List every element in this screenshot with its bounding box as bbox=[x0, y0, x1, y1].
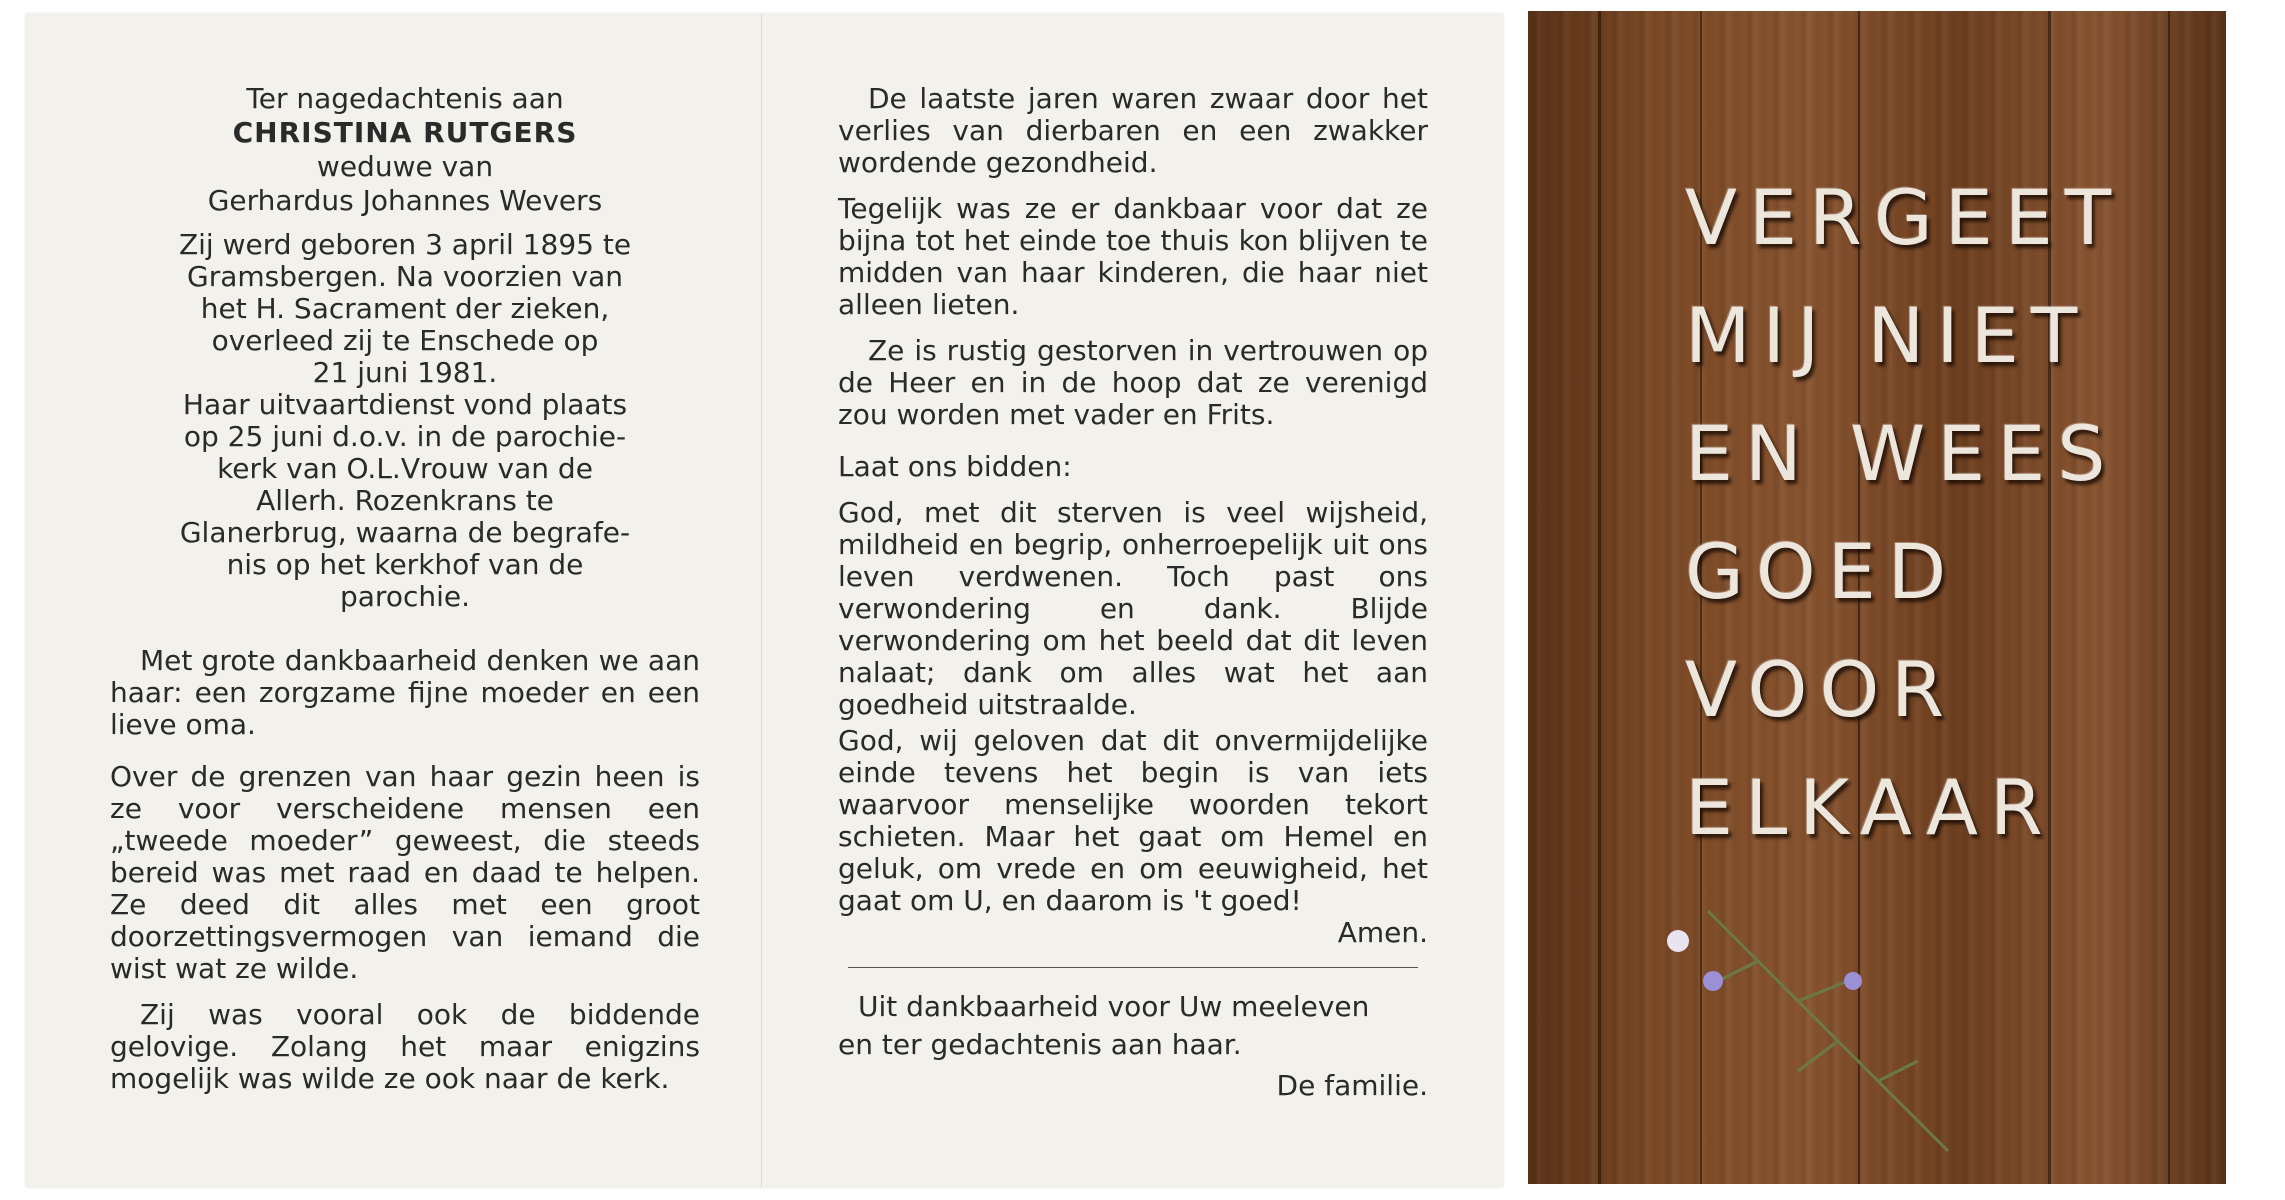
phrase-line: VERGEET bbox=[1685, 173, 2124, 262]
forget-me-not-phrase bbox=[1685, 159, 2123, 867]
bio-line: Glanerbrug, waarna de begrafe- bbox=[179, 516, 631, 549]
peaceful-death-paragraph: Ze is rustig gestorven in vertrouwen op de Heer en in de hoop dat ze verenigd zou worden met vader en Frits. bbox=[838, 334, 1428, 431]
divider bbox=[848, 967, 1418, 968]
prayer-intro: Laat ons bidden: bbox=[838, 450, 1072, 483]
prayer-paragraph: God, wij geloven dat dit onvermijdelijke einde tevens het begin is van iets waarvoor menselijke woorden tekort schieten. Maar het gaat om Hemel en geluk, om vrede en om eeuwigheid, het gaat om U, en daarom is 't goed! bbox=[838, 724, 1428, 917]
bio-line: parochie. bbox=[339, 580, 470, 613]
dedication: Ter nagedachtenis aan bbox=[246, 82, 564, 115]
thanks-line: en ter gedachtenis aan haar. bbox=[838, 1028, 1242, 1061]
amen: Amen. bbox=[1337, 916, 1428, 949]
card-fold bbox=[761, 14, 762, 1187]
faith-paragraph: Zij was vooral ook de biddende gelovige. Zolang het maar enigzins mogelijk was wilde ze ook naar de kerk. bbox=[110, 998, 700, 1095]
bio-line: kerk van O.L.Vrouw van de bbox=[217, 452, 593, 485]
bio-block bbox=[110, 229, 700, 613]
wood-crack bbox=[1598, 11, 1601, 1184]
wood-photo bbox=[1528, 11, 2226, 1184]
bio-line: nis op het kerkhof van de bbox=[226, 548, 584, 581]
bio-line: 21 juni 1981. bbox=[312, 356, 498, 389]
bio-line: het H. Sacrament der zieken, bbox=[200, 292, 610, 325]
second-mother-paragraph: Over de grenzen van haar gezin heen is ze voor verscheidene mensen een „tweede moeder” geweest, die steeds bereid was met raad en daad te helpen. Ze deed dit alles met een groot doorzettingsvermogen van iemand die wist wat ze wilde. bbox=[110, 760, 700, 985]
forget-me-not-flower-icon bbox=[1648, 901, 1978, 1161]
last-years-paragraph: De laatste jaren waren zwaar door het verlies van dierbaren en een zwakker wordende gezondheid. bbox=[838, 82, 1428, 179]
spouse-name: Gerhardus Johannes Wevers bbox=[207, 184, 603, 217]
bio-line: overleed zij te Enschede op bbox=[211, 324, 599, 357]
bio-line: Zij werd geboren 3 april 1895 te bbox=[178, 228, 632, 261]
wood-crack bbox=[2168, 11, 2170, 1184]
phrase-line: ELKAAR bbox=[1685, 763, 2055, 852]
phrase-line: GOED bbox=[1685, 527, 1959, 616]
deceased-name: CHRISTINA RUTGERS bbox=[232, 116, 578, 149]
phrase-line: VOOR bbox=[1685, 645, 1957, 734]
middle-panel bbox=[838, 83, 1428, 1108]
thanks-line: Uit dankbaarheid voor Uw meeleven bbox=[858, 990, 1370, 1023]
bio-line: Gramsbergen. Na voorzien van bbox=[187, 260, 623, 293]
left-panel bbox=[110, 83, 700, 1109]
phrase-line: EN WEES bbox=[1685, 409, 2118, 498]
prayer-paragraph: God, met dit sterven is veel wijsheid, mildheid en begrip, onherroepelijk uit ons leven verdwenen. Toch past ons verwondering en dank. Blijde verwondering om het beeld dat dit leven nalaat; dank om alles wat het aan goedheid uitstraalde. bbox=[838, 496, 1428, 721]
grateful-paragraph: Tegelijk was ze er dankbaar voor dat ze bijna tot het einde toe thuis kon blijven te midden van haar kinderen, die haar niet alleen lieten. bbox=[838, 192, 1428, 321]
bio-line: op 25 juni d.o.v. in de parochie- bbox=[183, 420, 627, 453]
gratitude-paragraph: Met grote dankbaarheid denken we aan haar: een zorgzame fijne moeder en een lieve oma. bbox=[110, 644, 700, 741]
phrase-line: MIJ NIET bbox=[1685, 291, 2090, 380]
signature: De familie. bbox=[1276, 1069, 1428, 1102]
bio-line: Haar uitvaartdienst vond plaats bbox=[182, 388, 628, 421]
widow-of: weduwe van bbox=[316, 150, 494, 183]
bio-line: Allerh. Rozenkrans te bbox=[256, 484, 554, 517]
